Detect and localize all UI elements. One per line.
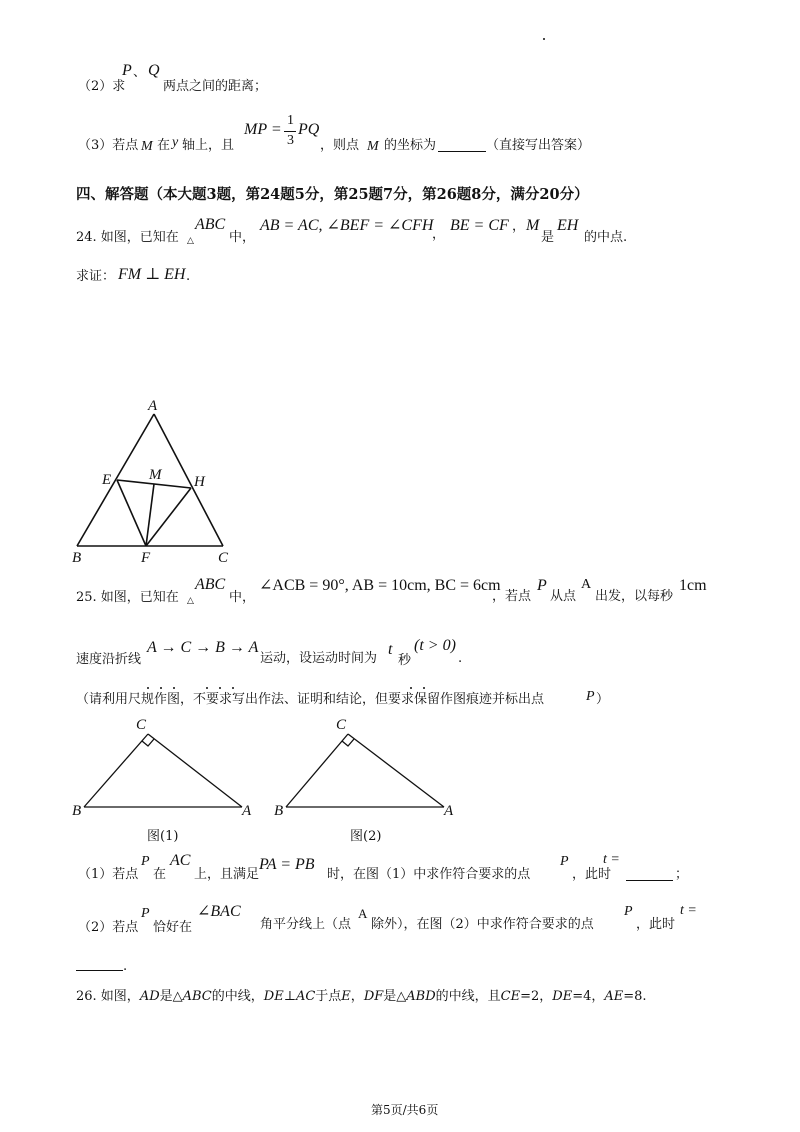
q25-part1-when: 时，在图（1）中求作符合要求的点 (327, 867, 531, 882)
q26-part: AC (295, 989, 316, 1004)
page-footer: 第5页/共6页 (371, 1103, 439, 1117)
q25-figure-2 (268, 712, 468, 822)
q24-label-h: H (194, 474, 205, 490)
q26-part: 于点 (315, 989, 342, 1004)
q24-in: 中， (229, 230, 256, 245)
q23-part3-coord: 的坐标为 (384, 138, 437, 153)
q25-part2-t-eq: t = (680, 903, 697, 918)
q24-edge-ab (77, 414, 154, 546)
q25-in: 中， (229, 590, 256, 605)
q25-part1-p: P (141, 854, 150, 869)
q26-part: =2， (520, 989, 553, 1004)
q25-condition: ∠ACB = 90°, AB = 10cm, BC = 6cm (259, 577, 501, 594)
q24-label-a: A (148, 398, 158, 414)
q25-t-condition: (t > 0) (414, 637, 456, 654)
q24-edge-ac (154, 414, 223, 546)
q23-part3-frac-num: 1 (287, 113, 294, 128)
q25-fig2-caption: 图(2) (350, 829, 382, 844)
q26-part: E (341, 989, 351, 1004)
q23-part3-y: y (172, 135, 179, 150)
emphasis-dot (206, 687, 208, 689)
q25-fig2-edge-cb (286, 734, 348, 807)
q25-fig1-label-c: C (136, 717, 147, 733)
q24-midpoint-text: 的中点. (584, 230, 628, 245)
q25-instruction: （请利用尺规作图，不要求写出作法、证明和结论，但要求保留作图痕迹并标出点 (76, 692, 545, 707)
emphasis-dot (173, 687, 175, 689)
q24-label-c: C (218, 550, 229, 566)
q25-fig1-edge-ca (148, 734, 242, 807)
q24-condition-2: BE = CF (450, 217, 509, 234)
q26-part: DE (552, 989, 573, 1004)
q26-part: 是△ (159, 989, 183, 1004)
q26-part: 的中线， (211, 989, 264, 1004)
q24-number: 24. 如图，已知在 (76, 230, 179, 245)
q25-fig2-edge-ca (348, 734, 444, 807)
q24-point-m: M (526, 217, 540, 234)
q25-part2-number: （2）若点 (78, 920, 139, 935)
q23-part3-frac-bar (284, 131, 296, 132)
q26-part: AE (604, 989, 624, 1004)
q24-label-m: M (149, 467, 162, 483)
q23-part3-answer-blank[interactable] (438, 151, 486, 152)
q24-comma-2: ， (512, 219, 526, 234)
q26-part: ， (350, 989, 364, 1004)
q25-fig1-edge-cb (84, 734, 148, 807)
q23-part3-pq: PQ (298, 121, 320, 138)
q25-instruction-end: ） (596, 692, 610, 707)
q25-line2-motion: 运动，设运动时间为 (260, 651, 378, 666)
q26-part: ABC (182, 989, 212, 1004)
q23-part3-in: 在 (157, 138, 171, 153)
q26-part: AD (139, 989, 160, 1004)
q25-part1-condition: PA = PB (259, 856, 315, 873)
q24-triangle-symbol: △ (187, 236, 194, 246)
q26-part: 26. 如图， (76, 989, 140, 1004)
q23-part2-point-p: P (122, 62, 132, 79)
q25-fig2-label-b: B (274, 803, 284, 819)
q26-part: CE (500, 989, 521, 1004)
q25-part2-bisector: 角平分线上（点 (260, 917, 352, 932)
q25-part2-angle: ∠BAC (197, 903, 241, 920)
q26-part: DF (363, 989, 384, 1004)
q25-t: t (388, 641, 393, 658)
q23-part3-point-m: M (141, 139, 153, 154)
q25-path: A → C → B → A (147, 639, 259, 656)
q25-figure-1 (66, 712, 266, 822)
emphasis-dot (423, 687, 425, 689)
q25-fig2-label-c: C (336, 717, 347, 733)
q24-prove-label: 求证： (76, 269, 116, 284)
q26-part: 的中线，且 (435, 989, 501, 1004)
q25-part1-number: （1）若点 (78, 867, 139, 882)
emphasis-dot (232, 687, 234, 689)
q25-part2-p2: P (624, 904, 633, 919)
q25-part2-p: P (141, 906, 150, 921)
q25-start: 出发，以每秒 (595, 589, 674, 604)
q25-part2-exclude: 除外），在图（2）中求作符合要求的点 (371, 917, 594, 932)
section-heading: 四、解答题（本大题3题，第24题5分，第25题7分，第26题8分，满分20分） (76, 186, 589, 203)
q26-statement (76, 990, 647, 1003)
q24-abc: ABC (195, 216, 226, 233)
emphasis-dot (410, 687, 412, 689)
q24-is: 是 (541, 230, 555, 245)
q23-part3-axis: 轴上，且 (182, 138, 235, 153)
q24-segment-ef (117, 480, 146, 546)
q24-condition-1: AB = AC, ∠BEF = ∠CFH (260, 217, 434, 234)
q25-fig1-label-a: A (242, 803, 252, 819)
q25-abc: ABC (195, 576, 226, 593)
q23-part3-frac-den: 3 (287, 133, 294, 148)
q25-fig1-right-angle-mark (142, 739, 154, 746)
q26-part: ABD (406, 989, 436, 1004)
q24-comma: ， (432, 227, 446, 242)
q23-part2-number: （2）求 (78, 79, 126, 94)
q25-part1-t-eq: t = (603, 852, 620, 867)
q25-part1-end: ； (675, 867, 689, 882)
q25-part1-p2: P (560, 854, 569, 869)
q26-part: =8. (623, 989, 647, 1004)
q25-part2-end: . (123, 959, 128, 974)
emphasis-dot (160, 687, 162, 689)
q25-line2-start: 速度沿折线 (76, 652, 142, 667)
q23-part3-then: ，则点 (320, 138, 360, 153)
q25-fig2-right-angle-mark (342, 739, 354, 746)
q24-figure (60, 390, 260, 570)
q23-part3-number: （3）若点 (78, 138, 139, 153)
q25-number: 25. 如图，已知在 (76, 590, 179, 605)
emphasis-dot (219, 687, 221, 689)
q25-from: 从点 (550, 589, 577, 604)
q25-fig2-label-a: A (444, 803, 454, 819)
q26-part: 是△ (383, 989, 407, 1004)
q25-part1-answer-blank[interactable] (626, 880, 673, 881)
q23-part2-text: 两点之间的距离； (163, 79, 268, 94)
page-mark (543, 38, 545, 40)
q24-prove-goal: FM ⊥ EH (118, 266, 186, 283)
q25-part1-on: 在 (153, 867, 167, 882)
q25-seconds: 秒 (398, 653, 412, 668)
q26-part: DE (263, 989, 284, 1004)
q24-label-b: B (72, 550, 82, 566)
q23-part3-point-m2: M (367, 139, 379, 154)
q25-if: ，若点 (492, 589, 532, 604)
q26-part: =4， (572, 989, 605, 1004)
q25-fig1-caption: 图(1) (147, 829, 179, 844)
q25-part2-answer-blank[interactable] (76, 970, 123, 971)
q25-fig1-label-b: B (72, 803, 82, 819)
q25-speed: 1cm (679, 577, 707, 594)
q25-period: . (458, 651, 463, 666)
q23-part2-point-q: Q (148, 62, 160, 79)
q25-part2-then: ，此时 (636, 917, 676, 932)
q25-point-p: P (537, 577, 547, 594)
emphasis-dot (147, 687, 149, 689)
q26-part: ⊥ (283, 989, 296, 1004)
q24-label-e: E (102, 472, 112, 488)
q25-triangle-symbol: △ (187, 596, 194, 606)
q25-part1-ac: AC (170, 852, 191, 869)
q25-part1-then: ，此时 (572, 867, 612, 882)
q23-part3-note: （直接写出答案） (486, 138, 591, 153)
q23-part2-separator: 、 (133, 65, 147, 80)
q25-part1-condition-prefix: 上，且满足 (194, 867, 260, 882)
q24-period: . (186, 269, 191, 284)
q25-point-a: A (581, 577, 592, 592)
q25-instruction-p: P (586, 689, 595, 704)
q23-part3-mp: MP = (244, 121, 282, 138)
q25-part2-exactly: 恰好在 (153, 920, 193, 935)
q24-eh: EH (557, 217, 579, 234)
q25-part2-a: A (358, 906, 368, 921)
q24-label-f: F (141, 550, 151, 566)
